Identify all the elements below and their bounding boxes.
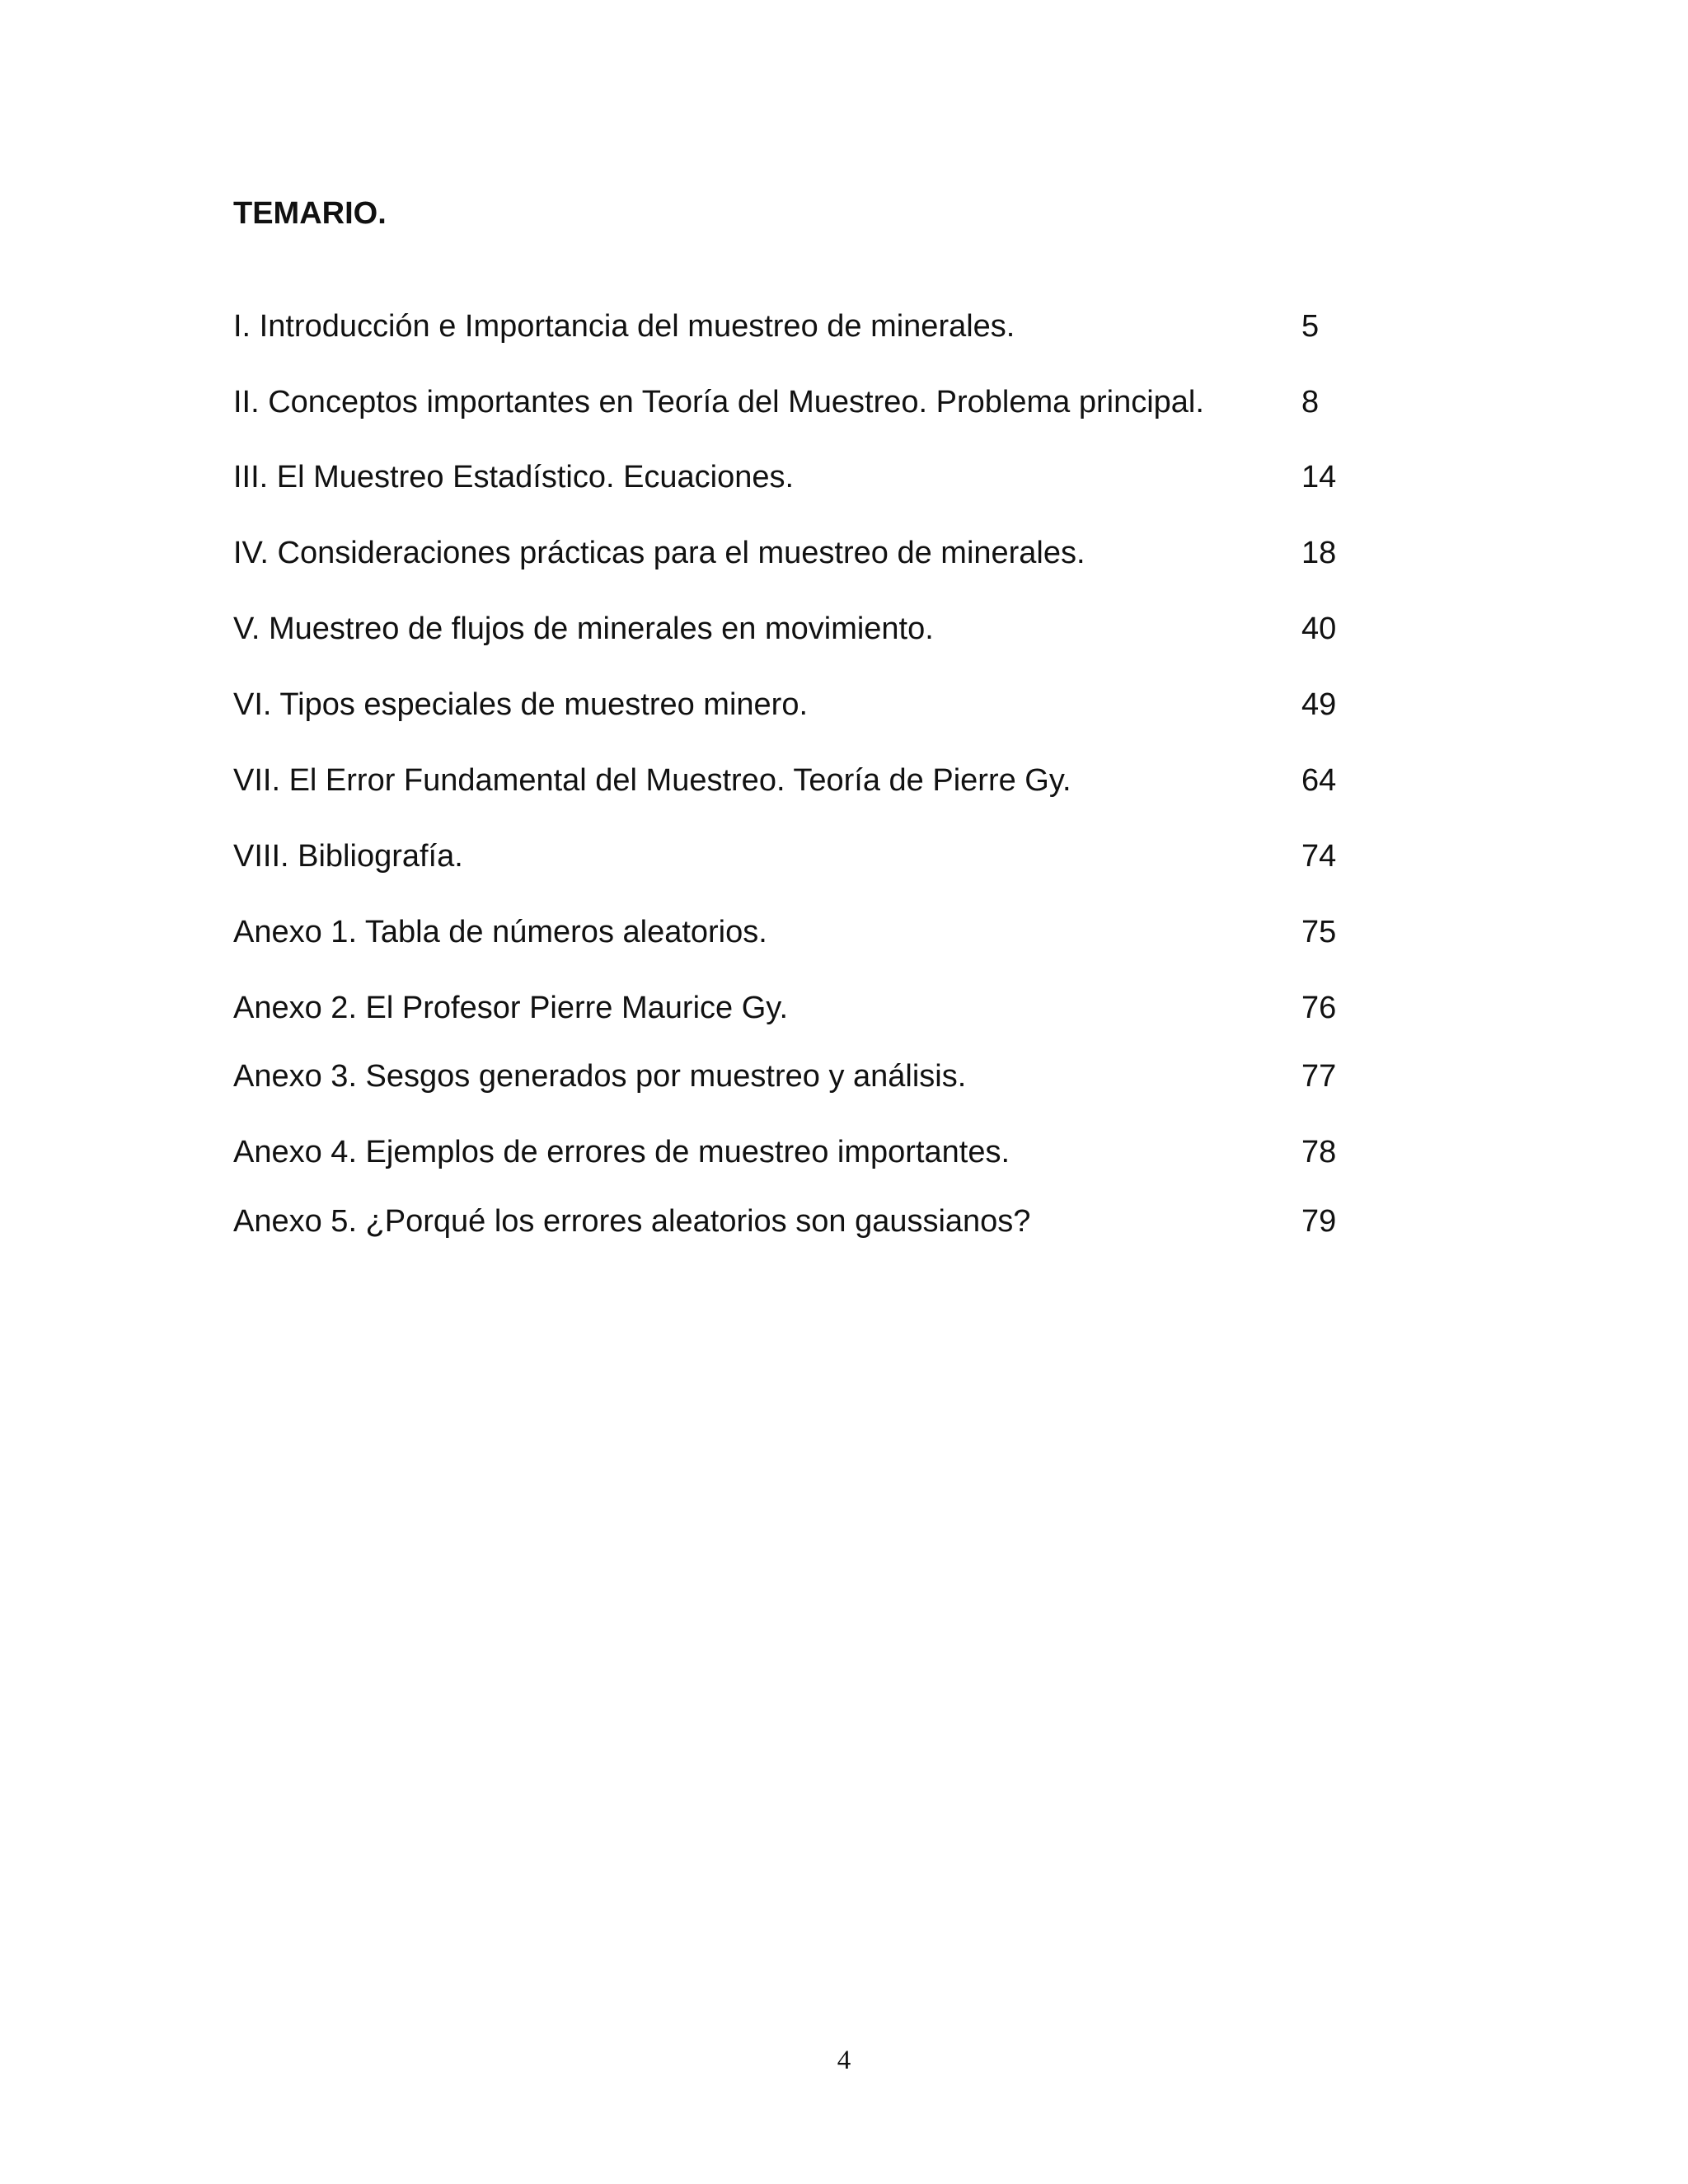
toc-entry-title: III. El Muestreo Estadístico. Ecuaciones.	[233, 460, 795, 494]
toc-entry	[233, 303, 1354, 349]
toc-entry-title: Anexo 4. Ejemplos de errores de muestreo importantes.	[233, 1135, 1010, 1169]
toc-entry	[233, 530, 1354, 576]
toc-entry-page: 18	[1301, 536, 1337, 570]
toc-entry-page: 79	[1301, 1204, 1337, 1239]
toc-entry-title: Anexo 1. Tabla de números aleatorios.	[233, 915, 767, 949]
toc-entry-page: 76	[1301, 991, 1337, 1025]
toc-entry	[233, 1198, 1354, 1244]
toc-entry-title: VI. Tipos especiales de muestreo minero.	[233, 687, 809, 722]
toc-entry	[233, 1129, 1354, 1175]
toc-entry-page: 5	[1301, 309, 1320, 344]
toc-entry-page: 8	[1301, 385, 1320, 419]
toc-entry-title: Anexo 2. El Profesor Pierre Maurice Gy.	[233, 991, 788, 1025]
toc-entry-page: 78	[1301, 1135, 1337, 1169]
toc-entry-page: 74	[1301, 839, 1337, 874]
toc-entry	[233, 909, 1354, 955]
toc-entry	[233, 833, 1354, 879]
toc-entry	[233, 379, 1354, 425]
toc-entry	[233, 757, 1354, 804]
toc-entry-page: 14	[1301, 460, 1337, 494]
toc-heading: TEMARIO.	[233, 196, 387, 231]
toc-entry-page: 40	[1301, 612, 1337, 646]
toc-entry	[233, 682, 1354, 728]
toc-entry-title: Anexo 3. Sesgos generados por muestreo y análisis.	[233, 1059, 967, 1094]
toc-entry-title: I. Introducción e Importancia del muestreo de minerales.	[233, 309, 1015, 344]
toc-entry-title: VII. El Error Fundamental del Muestreo. Teoría de Pierre Gy.	[233, 763, 1071, 798]
toc-entry-page: 75	[1301, 915, 1337, 949]
toc-entry-page: 77	[1301, 1059, 1337, 1094]
toc-entry-title: Anexo 5. ¿Porqué los errores aleatorios son gaussianos?	[233, 1204, 1031, 1239]
toc-entry	[233, 454, 1354, 500]
toc-entry-title: VIII. Bibliografía.	[233, 839, 463, 874]
toc-entry-title: IV. Consideraciones prácticas para el muestreo de minerales.	[233, 536, 1085, 570]
toc-entry-page: 64	[1301, 763, 1337, 798]
toc-entry-page: 49	[1301, 687, 1337, 722]
toc-entry	[233, 606, 1354, 652]
toc-entry-title: V. Muestreo de flujos de minerales en movimiento.	[233, 612, 934, 646]
toc-entry-title: II. Conceptos importantes en Teoría del Muestreo. Problema principal.	[233, 385, 1204, 419]
toc-entry	[233, 985, 1354, 1031]
toc-entry	[233, 1053, 1354, 1099]
page-number: 4	[837, 2046, 851, 2075]
